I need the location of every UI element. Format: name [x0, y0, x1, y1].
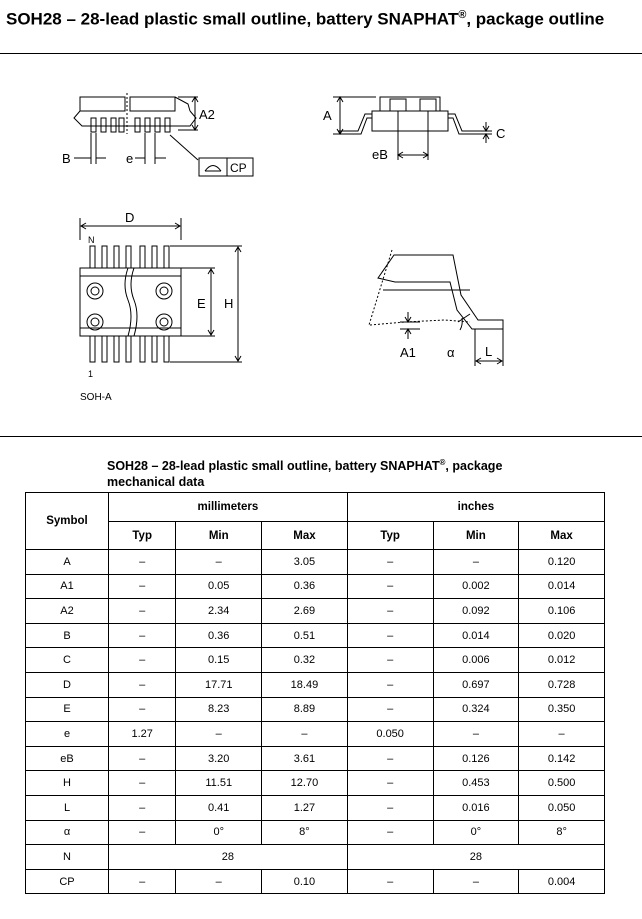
mm-typ-cell: –	[109, 746, 176, 771]
in-min-cell: 0.002	[433, 574, 519, 599]
table-row	[26, 869, 605, 894]
table-row	[26, 623, 605, 648]
in-typ-cell: –	[347, 550, 433, 575]
table-row	[26, 550, 605, 575]
mm-max-cell: 0.10	[262, 869, 348, 894]
mm-value-cell: 28	[109, 845, 348, 870]
table-body	[26, 550, 605, 894]
in-typ-cell: –	[347, 623, 433, 648]
in-typ-cell: –	[347, 869, 433, 894]
mm-typ-cell: –	[109, 795, 176, 820]
table-row	[26, 746, 605, 771]
label-eB: eB	[372, 147, 388, 162]
mm-max-cell: 8°	[262, 820, 348, 845]
in-min-cell: –	[433, 722, 519, 747]
mm-min-cell: 8.23	[176, 697, 262, 722]
in-max-cell: 0.014	[519, 574, 605, 599]
package-outline-drawing	[0, 55, 642, 435]
in-max-cell: 0.050	[519, 795, 605, 820]
table-row	[26, 722, 605, 747]
in-max-cell: 8°	[519, 820, 605, 845]
table-row	[26, 599, 605, 624]
in-typ-cell: 0.050	[347, 722, 433, 747]
in-max-cell: 0.350	[519, 697, 605, 722]
mm-min-cell: 2.34	[176, 599, 262, 624]
page-title	[6, 4, 636, 31]
symbol-header: Symbol	[26, 493, 109, 550]
mm-min-header: Min	[176, 522, 262, 550]
symbol-cell: A1	[26, 574, 109, 599]
table-row	[26, 771, 605, 796]
in-typ-cell: –	[347, 820, 433, 845]
mm-typ-header: Typ	[109, 522, 176, 550]
in-max-header: Max	[519, 522, 605, 550]
registered-mark: ®	[458, 9, 467, 21]
symbol-cell: α	[26, 820, 109, 845]
table-row	[26, 648, 605, 673]
in-max-cell: 0.106	[519, 599, 605, 624]
table-row	[26, 697, 605, 722]
in-min-cell: 0°	[433, 820, 519, 845]
mm-min-cell: –	[176, 869, 262, 894]
in-min-header: Min	[433, 522, 519, 550]
mm-max-cell: 12.70	[262, 771, 348, 796]
mm-typ-cell: –	[109, 574, 176, 599]
mm-max-cell: 2.69	[262, 599, 348, 624]
table-row	[26, 820, 605, 845]
in-min-cell: 0.014	[433, 623, 519, 648]
table-title-line1-tail: , package	[445, 459, 503, 474]
in-typ-cell: –	[347, 648, 433, 673]
mm-typ-cell: –	[109, 623, 176, 648]
inches-header: inches	[347, 493, 604, 522]
mm-min-cell: 17.71	[176, 672, 262, 697]
in-typ-cell: –	[347, 795, 433, 820]
label-H: H	[224, 296, 234, 311]
in-typ-cell: –	[347, 574, 433, 599]
mm-max-cell: 0.51	[262, 623, 348, 648]
in-max-cell: –	[519, 722, 605, 747]
symbol-cell: D	[26, 672, 109, 697]
label-D: D	[125, 210, 135, 225]
table-title-registered-mark: ®	[439, 458, 446, 467]
in-min-cell: 0.697	[433, 672, 519, 697]
mm-min-cell: –	[176, 550, 262, 575]
mm-typ-cell: 1.27	[109, 722, 176, 747]
label-pin1: 1	[88, 369, 94, 379]
in-min-cell: –	[433, 869, 519, 894]
table-title	[107, 455, 607, 490]
symbol-cell: C	[26, 648, 109, 673]
title-main: SOH28 – 28-lead plastic small outline, battery SNAPHAT	[6, 9, 459, 29]
in-min-cell: 0.126	[433, 746, 519, 771]
label-L: L	[485, 344, 493, 359]
label-A1: A1	[400, 345, 416, 360]
mm-min-cell: 0.05	[176, 574, 262, 599]
table-header-row	[26, 493, 605, 522]
drawing-caption: SOH-A	[80, 392, 112, 403]
label-A2: A2	[199, 107, 215, 122]
label-e: e	[126, 151, 134, 166]
mm-min-cell: 11.51	[176, 771, 262, 796]
mm-min-cell: –	[176, 722, 262, 747]
top-rule	[0, 53, 642, 54]
mm-typ-cell: –	[109, 820, 176, 845]
mm-typ-cell: –	[109, 599, 176, 624]
symbol-cell: B	[26, 623, 109, 648]
symbol-cell: e	[26, 722, 109, 747]
label-E: E	[197, 296, 206, 311]
top-view-top-leads	[90, 246, 169, 268]
in-min-cell: 0.453	[433, 771, 519, 796]
mm-typ-cell: –	[109, 697, 176, 722]
in-min-cell: 0.016	[433, 795, 519, 820]
mm-min-cell: 0°	[176, 820, 262, 845]
mm-max-cell: 8.89	[262, 697, 348, 722]
mm-max-cell: 18.49	[262, 672, 348, 697]
symbol-cell: E	[26, 697, 109, 722]
table-row	[26, 574, 605, 599]
mm-typ-cell: –	[109, 672, 176, 697]
table-row	[26, 672, 605, 697]
end-view	[323, 97, 505, 162]
top-view	[80, 210, 242, 379]
top-view-bottom-leads	[90, 336, 169, 362]
label-CP: CP	[230, 161, 247, 175]
section-rule	[0, 436, 642, 437]
in-value-cell: 28	[347, 845, 604, 870]
mm-max-cell: –	[262, 722, 348, 747]
table-title-line1: SOH28 – 28-lead plastic small outline, battery SNAPHAT	[107, 459, 440, 474]
mm-min-cell: 3.20	[176, 746, 262, 771]
mm-max-header: Max	[262, 522, 348, 550]
mm-min-cell: 0.36	[176, 623, 262, 648]
in-typ-cell: –	[347, 746, 433, 771]
side-view	[62, 93, 253, 176]
in-max-cell: 0.728	[519, 672, 605, 697]
mm-typ-cell: –	[109, 771, 176, 796]
label-N: N	[88, 235, 95, 245]
mm-max-cell: 3.05	[262, 550, 348, 575]
in-typ-header: Typ	[347, 522, 433, 550]
label-A: A	[323, 108, 332, 123]
label-alpha: α	[447, 345, 455, 360]
in-max-cell: 0.500	[519, 771, 605, 796]
table-title-line2: mechanical data	[107, 475, 205, 490]
mm-min-cell: 0.15	[176, 648, 262, 673]
table-row	[26, 845, 605, 870]
in-min-cell: 0.324	[433, 697, 519, 722]
in-min-cell: –	[433, 550, 519, 575]
mm-max-cell: 0.36	[262, 574, 348, 599]
in-max-cell: 0.142	[519, 746, 605, 771]
in-typ-cell: –	[347, 697, 433, 722]
in-min-cell: 0.092	[433, 599, 519, 624]
symbol-cell: CP	[26, 869, 109, 894]
table-subheader-row	[26, 522, 605, 550]
symbol-cell: N	[26, 845, 109, 870]
symbol-cell: A2	[26, 599, 109, 624]
label-C: C	[496, 126, 506, 141]
mm-max-cell: 3.61	[262, 746, 348, 771]
side-view-leads	[91, 118, 170, 132]
symbol-cell: H	[26, 771, 109, 796]
mm-typ-cell: –	[109, 648, 176, 673]
in-min-cell: 0.006	[433, 648, 519, 673]
symbol-cell: A	[26, 550, 109, 575]
lead-detail-view	[369, 250, 503, 366]
in-typ-cell: –	[347, 771, 433, 796]
mechanical-data-table	[25, 492, 605, 894]
millimeters-header: millimeters	[109, 493, 348, 522]
in-max-cell: 0.020	[519, 623, 605, 648]
mm-min-cell: 0.41	[176, 795, 262, 820]
symbol-cell: eB	[26, 746, 109, 771]
in-max-cell: 0.004	[519, 869, 605, 894]
mm-max-cell: 0.32	[262, 648, 348, 673]
mm-typ-cell: –	[109, 550, 176, 575]
in-typ-cell: –	[347, 599, 433, 624]
table-row	[26, 795, 605, 820]
in-typ-cell: –	[347, 672, 433, 697]
title-tail: , package outline	[466, 9, 605, 29]
in-max-cell: 0.120	[519, 550, 605, 575]
symbol-cell: L	[26, 795, 109, 820]
mm-max-cell: 1.27	[262, 795, 348, 820]
in-max-cell: 0.012	[519, 648, 605, 673]
mm-typ-cell: –	[109, 869, 176, 894]
label-B: B	[62, 151, 71, 166]
